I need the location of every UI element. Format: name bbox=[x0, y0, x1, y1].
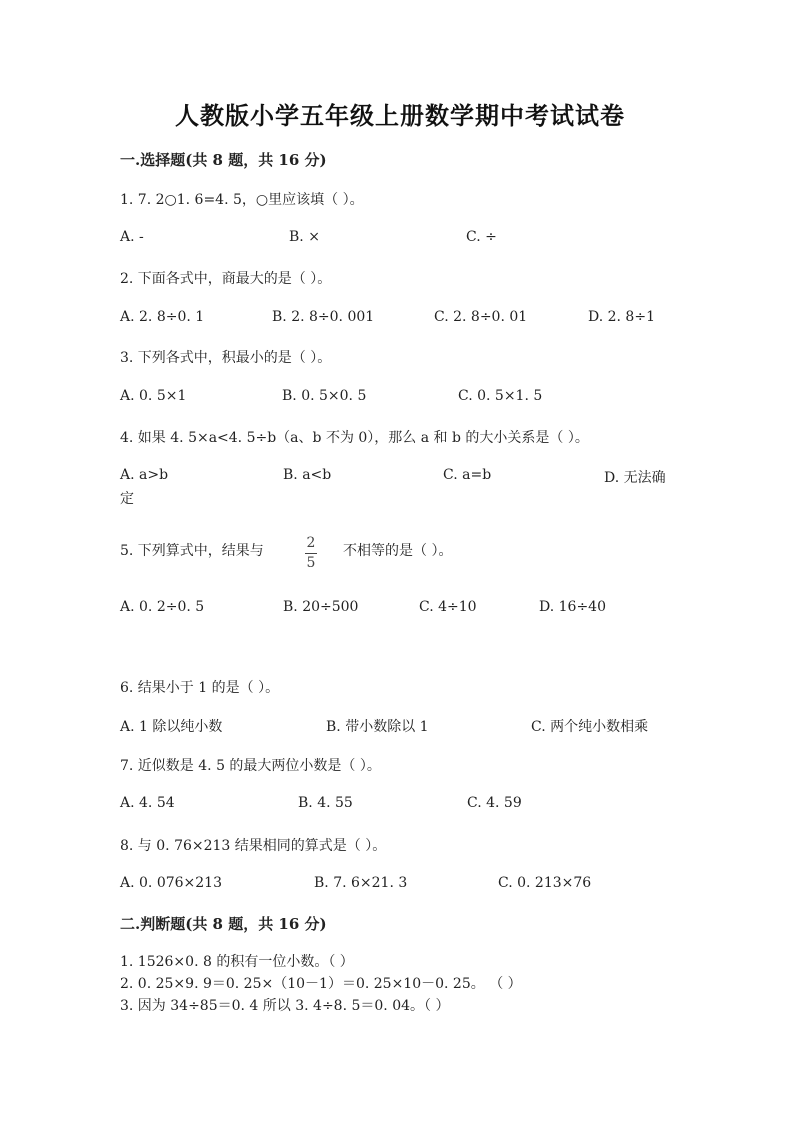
judgement-question-1: 1. 1526×0. 8 的积有一位小数。（ ） bbox=[120, 954, 354, 970]
question-5-fraction bbox=[305, 532, 317, 572]
question-7-stem: 7. 近似数是 4. 5 的最大两位小数是（ ）。 bbox=[120, 758, 381, 774]
section-heading-choice: 一.选择题(共 8 题，共 16 分) bbox=[120, 151, 327, 169]
question-8-stem: 8. 与 0. 76×213 结果相同的算式是（ ）。 bbox=[120, 838, 387, 854]
question-1-option-b[interactable]: B. × bbox=[289, 229, 320, 245]
question-3-option-b[interactable]: B. 0. 5×0. 5 bbox=[282, 388, 367, 404]
question-6-option-b[interactable]: B. 带小数除以 1 bbox=[326, 719, 429, 735]
question-2-option-b[interactable]: B. 2. 8÷0. 001 bbox=[272, 309, 375, 325]
page-title: 人教版小学五年级上册数学期中考试试卷 bbox=[175, 101, 625, 130]
question-5-option-a[interactable]: A. 0. 2÷0. 5 bbox=[120, 599, 205, 615]
judgement-question-3: 3. 因为 34÷85＝0. 4 所以 3. 4÷8. 5＝0. 04。（ ） bbox=[120, 998, 450, 1014]
question-7-option-a[interactable]: A. 4. 54 bbox=[120, 795, 175, 811]
question-5-stem-after: 不相等的是（ ）。 bbox=[343, 543, 453, 559]
question-4-option-d[interactable]: D. 无法确 bbox=[604, 470, 666, 486]
question-4-stem: 4. 如果 4. 5×a<4. 5÷b（a、b 不为 0），那么 a 和 b 的大小关系是（ ）。 bbox=[120, 430, 589, 446]
question-2-option-c[interactable]: C. 2. 8÷0. 01 bbox=[434, 309, 528, 325]
question-2-option-d[interactable]: D. 2. 8÷1 bbox=[588, 309, 655, 325]
judgement-question-2: 2. 0. 25×9. 9＝0. 25×（10－1）＝0. 25×10－0. 25。 （ ） bbox=[120, 976, 522, 992]
fraction-denominator: 5 bbox=[306, 555, 316, 571]
question-7-option-b[interactable]: B. 4. 55 bbox=[298, 795, 353, 811]
question-6-stem: 6. 结果小于 1 的是（ ）。 bbox=[120, 680, 280, 696]
question-7-option-c[interactable]: C. 4. 59 bbox=[467, 795, 522, 811]
question-4-option-d-wrap: 定 bbox=[120, 491, 134, 507]
question-8-option-b[interactable]: B. 7. 6×21. 3 bbox=[314, 875, 408, 891]
section-heading-judgement: 二.判断题(共 8 题，共 16 分) bbox=[120, 915, 327, 933]
question-4-option-c[interactable]: C. a=b bbox=[443, 467, 492, 483]
question-1-stem: 1. 7. 2○1. 6=4. 5，○里应该填（ ）。 bbox=[120, 192, 364, 208]
question-5-option-d[interactable]: D. 16÷40 bbox=[539, 599, 606, 615]
question-1-option-a[interactable]: A. - bbox=[120, 229, 144, 245]
question-2-stem: 2. 下面各式中，商最大的是（ ）。 bbox=[120, 271, 332, 287]
question-5-option-c[interactable]: C. 4÷10 bbox=[419, 599, 477, 615]
question-8-option-c[interactable]: C. 0. 213×76 bbox=[498, 875, 592, 891]
question-3-option-c[interactable]: C. 0. 5×1. 5 bbox=[458, 388, 543, 404]
question-6-option-c[interactable]: C. 两个纯小数相乘 bbox=[531, 719, 649, 735]
fraction-bar bbox=[305, 553, 317, 554]
question-6-option-a[interactable]: A. 1 除以纯小数 bbox=[120, 719, 223, 735]
question-1-option-c[interactable]: C. ÷ bbox=[466, 229, 497, 245]
question-3-stem: 3. 下列各式中，积最小的是（ ）。 bbox=[120, 350, 332, 366]
fraction-numerator: 2 bbox=[306, 535, 316, 551]
question-3-option-a[interactable]: A. 0. 5×1 bbox=[120, 388, 187, 404]
question-8-option-a[interactable]: A. 0. 076×213 bbox=[120, 875, 222, 891]
question-4-option-b[interactable]: B. a<b bbox=[283, 467, 332, 483]
question-4-option-a[interactable]: A. a>b bbox=[120, 467, 169, 483]
question-5-option-b[interactable]: B. 20÷500 bbox=[283, 599, 359, 615]
question-2-option-a[interactable]: A. 2. 8÷0. 1 bbox=[120, 309, 205, 325]
question-5-stem-before: 5. 下列算式中，结果与 bbox=[120, 543, 264, 559]
